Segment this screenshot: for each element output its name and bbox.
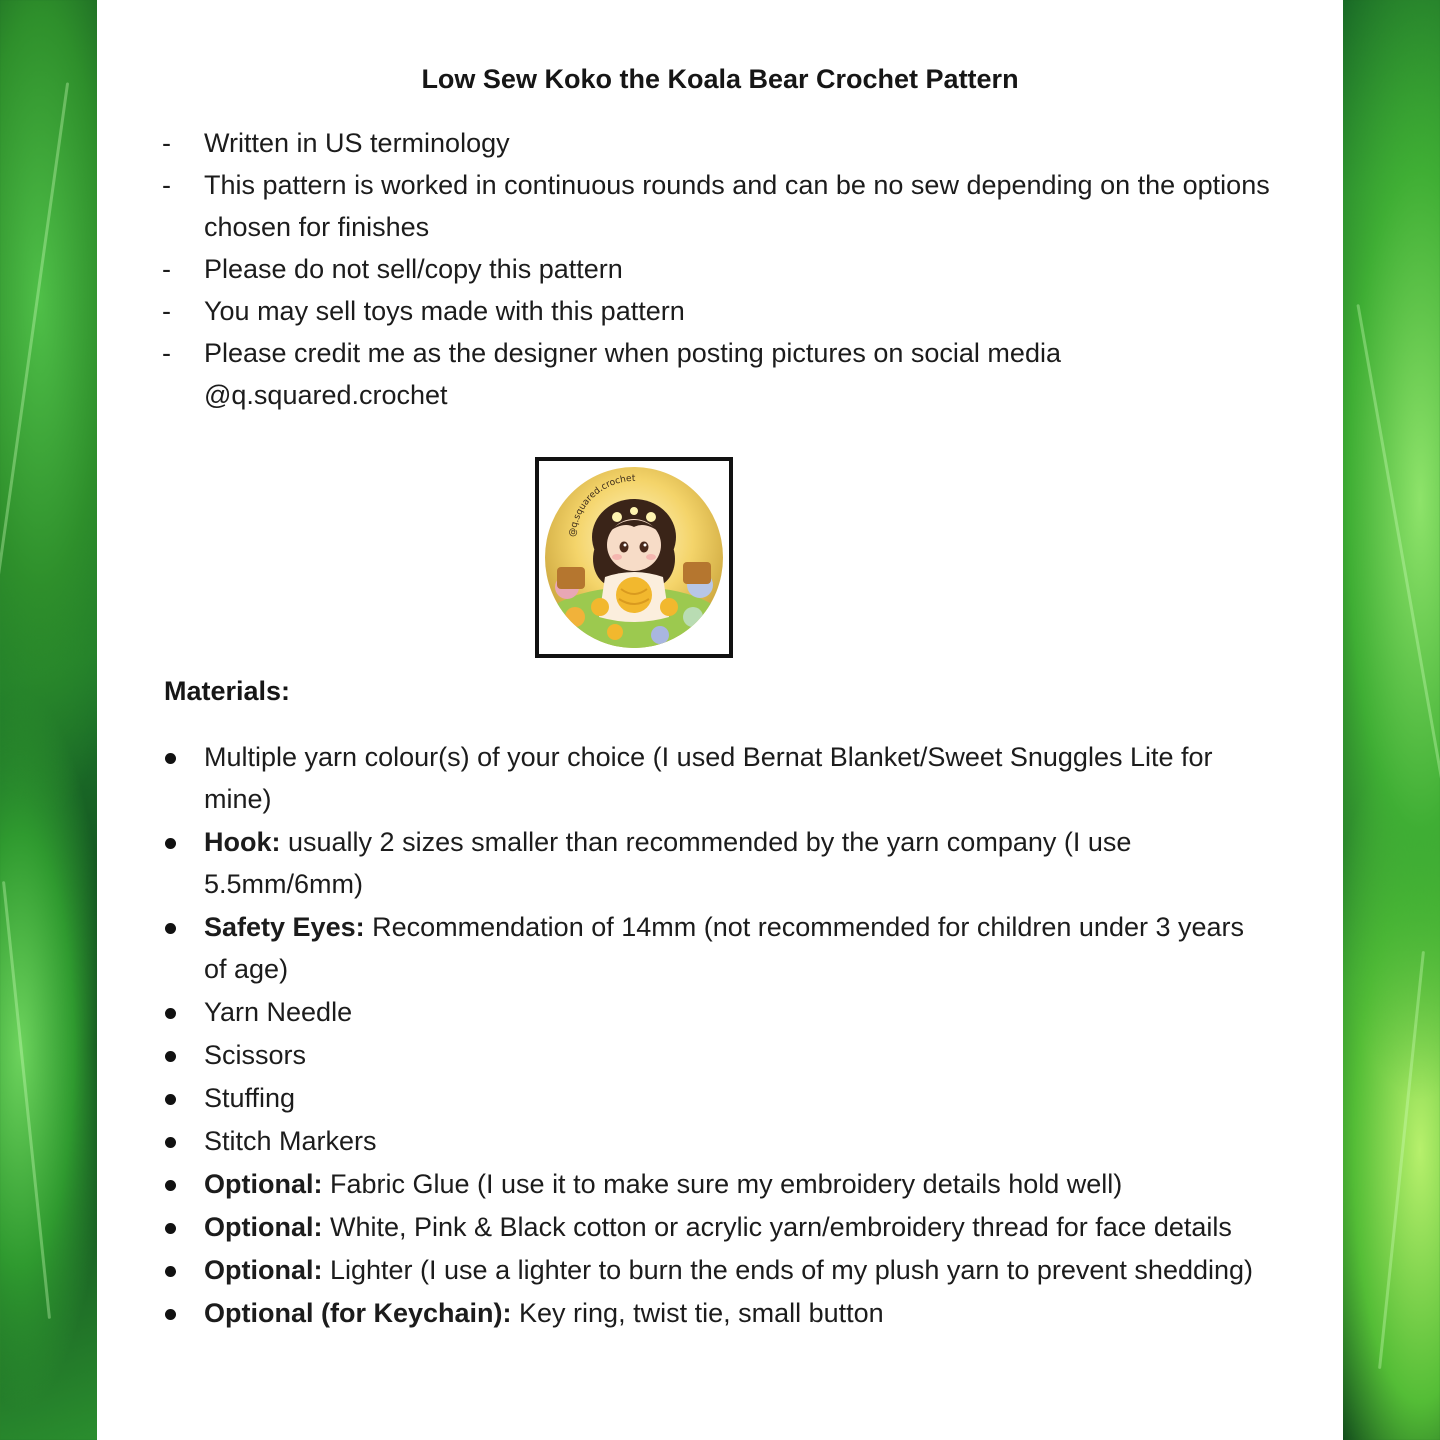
material-text: Yarn Needle [204,997,353,1027]
material-text: Recommendation of 14mm (not recommended for children under 3 years of age) [204,912,1245,984]
dash-marker: - [162,296,171,326]
bullet-marker [165,1309,176,1320]
note-text: Written in US terminology [204,128,510,158]
logo-arc-text: @q.squared.crochet [567,473,636,538]
bullet-marker [165,838,176,849]
bullet-marker [165,1266,176,1277]
material-text: White, Pink & Black cotton or acrylic yarn/embroidery thread for face details [322,1212,1232,1242]
notes-list [162,122,1272,416]
material-label: Optional: [204,1169,323,1199]
document-title: Low Sew Koko the Koala Bear Crochet Pattern [421,64,1019,94]
material-text: Stitch Markers [204,1126,377,1156]
bullet-marker [165,1223,176,1234]
bullet-marker [165,923,176,934]
material-text: Scissors [204,1040,307,1070]
dash-marker: - [162,128,171,158]
material-item [162,1163,1272,1205]
note-text: Please credit me as the designer when posting pictures on social media @q.squared.crochet [204,338,1061,410]
material-item [162,1077,1272,1119]
designer-logo-frame [535,457,733,658]
material-item [162,991,1272,1033]
material-text: Lighter (I use a lighter to burn the ends of my plush yarn to prevent shedding) [322,1255,1254,1285]
leaf-vein-right-2 [1378,951,1425,1369]
bullet-marker [165,1094,176,1105]
material-item [162,1120,1272,1162]
document-page [97,0,1343,1440]
note-text: This pattern is worked in continuous rounds and can be no sew depending on the options chosen for finishes [204,170,1270,242]
note-item [162,248,1272,290]
material-text: Fabric Glue (I use it to make sure my embroidery details hold well) [322,1169,1123,1199]
material-item [162,736,1272,820]
materials-list [162,736,1272,1335]
bullet-marker [165,753,176,764]
material-item [162,1292,1272,1334]
note-item [162,122,1272,164]
note-item [162,332,1272,416]
leaf-vein-right-1 [1356,304,1440,856]
dash-marker: - [162,254,171,284]
material-item [162,906,1272,990]
leaf-vein-left-1 [0,82,69,597]
bullet-marker [165,1051,176,1062]
designer-logo [545,467,723,648]
material-label: Optional (for Keychain): [204,1298,512,1328]
bullet-marker [165,1008,176,1019]
material-label: Optional: [204,1255,323,1285]
material-item [162,821,1272,905]
material-text: Stuffing [204,1083,296,1113]
materials-heading: Materials: [164,676,291,706]
dash-marker: - [162,338,171,368]
note-item [162,290,1272,332]
material-text: Multiple yarn colour(s) of your choice (I used Bernat Blanket/Sweet Snuggles Lite for mine) [204,742,1213,814]
material-item [162,1249,1272,1291]
material-label: Safety Eyes: [204,912,365,942]
leaf-vein-left-2 [2,881,51,1319]
material-text: Key ring, twist tie, small button [511,1298,884,1328]
note-item [162,164,1272,248]
bullet-marker [165,1137,176,1148]
note-text: Please do not sell/copy this pattern [204,254,623,284]
material-label: Hook: [204,827,281,857]
note-text: You may sell toys made with this pattern [204,296,685,326]
logo-illustration-icon [545,467,723,648]
material-label: Optional: [204,1212,323,1242]
material-text: usually 2 sizes smaller than recommended by the yarn company (I use 5.5mm/6mm) [204,827,1132,899]
material-item [162,1034,1272,1076]
dash-marker: - [162,170,171,200]
bullet-marker [165,1180,176,1191]
material-item [162,1206,1272,1248]
